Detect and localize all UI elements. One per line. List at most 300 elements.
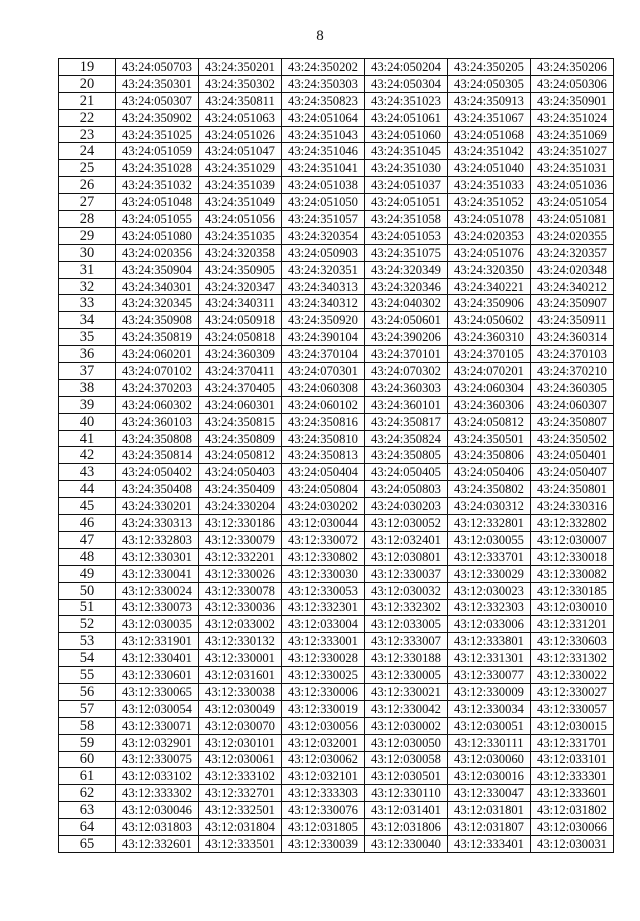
cadastral-number-cell: 43:24:350801 <box>531 481 614 498</box>
row-number-cell: 36 <box>59 346 116 363</box>
cadastral-number-cell: 43:24:051053 <box>365 227 448 244</box>
cadastral-number-cell: 43:24:340212 <box>531 278 614 295</box>
cadastral-number-cell: 43:12:330019 <box>282 700 365 717</box>
cadastral-number-cell: 43:24:060308 <box>282 379 365 396</box>
cadastral-number-cell: 43:12:031805 <box>282 819 365 836</box>
table-row <box>59 447 614 464</box>
cadastral-number-cell: 43:12:032101 <box>282 768 365 785</box>
table-row <box>59 59 614 76</box>
cadastral-number-cell: 43:12:030061 <box>199 751 282 768</box>
table-row <box>59 211 614 228</box>
cadastral-number-cell: 43:24:351043 <box>282 126 365 143</box>
cadastral-number-cell: 43:12:030052 <box>365 515 448 532</box>
cadastral-number-cell: 43:24:350408 <box>116 481 199 498</box>
cadastral-number-cell: 43:12:030049 <box>199 700 282 717</box>
cadastral-number-cell: 43:24:350202 <box>282 59 365 76</box>
cadastral-number-cell: 43:12:330075 <box>116 751 199 768</box>
cadastral-number-cell: 43:24:030312 <box>448 498 531 515</box>
table-row <box>59 177 614 194</box>
table-row <box>59 548 614 565</box>
row-number-cell: 34 <box>59 312 116 329</box>
cadastral-number-cell: 43:24:050306 <box>531 75 614 92</box>
cadastral-number-cell: 43:12:330802 <box>282 548 365 565</box>
row-number-cell: 39 <box>59 396 116 413</box>
cadastral-number-cell: 43:24:060201 <box>116 346 199 363</box>
cadastral-number-cell: 43:24:370104 <box>282 346 365 363</box>
cadastral-number-cell: 43:12:033101 <box>531 751 614 768</box>
row-number-cell: 31 <box>59 261 116 278</box>
row-number-cell: 25 <box>59 160 116 177</box>
table-row <box>59 683 614 700</box>
cadastral-number-cell: 43:24:070302 <box>365 363 448 380</box>
cadastral-number-cell: 43:24:350902 <box>116 109 199 126</box>
cadastral-number-cell: 43:24:350809 <box>199 430 282 447</box>
cadastral-number-cell: 43:24:051040 <box>448 160 531 177</box>
cadastral-number-cell: 43:24:350817 <box>365 413 448 430</box>
table-row <box>59 396 614 413</box>
table-row <box>59 363 614 380</box>
cadastral-number-cell: 43:24:340311 <box>199 295 282 312</box>
cadastral-number-cell: 43:12:030066 <box>531 819 614 836</box>
table-row <box>59 785 614 802</box>
cadastral-number-cell: 43:12:330034 <box>448 700 531 717</box>
cadastral-number-cell: 43:12:030101 <box>199 734 282 751</box>
cadastral-number-cell: 43:24:390104 <box>282 329 365 346</box>
cadastral-number-cell: 43:24:351035 <box>199 227 282 244</box>
cadastral-number-cell: 43:24:050403 <box>199 464 282 481</box>
cadastral-number-cell: 43:24:351039 <box>199 177 282 194</box>
table-row <box>59 430 614 447</box>
cadastral-number-cell: 43:24:051068 <box>448 126 531 143</box>
row-number-cell: 43 <box>59 464 116 481</box>
row-number-cell: 27 <box>59 194 116 211</box>
cadastral-number-cell: 43:24:050703 <box>116 59 199 76</box>
cadastral-number-cell: 43:12:033005 <box>365 616 448 633</box>
cadastral-number-cell: 43:12:330022 <box>531 667 614 684</box>
cadastral-number-cell: 43:24:350811 <box>199 92 282 109</box>
cadastral-number-cell: 43:24:360101 <box>365 396 448 413</box>
cadastral-number-cell: 43:12:330073 <box>116 599 199 616</box>
table-row <box>59 751 614 768</box>
cadastral-number-cell: 43:24:030202 <box>282 498 365 515</box>
cadastral-number-cell: 43:24:060301 <box>199 396 282 413</box>
cadastral-number-cell: 43:12:333601 <box>531 785 614 802</box>
cadastral-number-cell: 43:24:350205 <box>448 59 531 76</box>
row-number-cell: 65 <box>59 835 116 852</box>
cadastral-number-cell: 43:24:370105 <box>448 346 531 363</box>
row-number-cell: 20 <box>59 75 116 92</box>
cadastral-number-cell: 43:12:332803 <box>116 531 199 548</box>
cadastral-number-cell: 43:24:051081 <box>531 211 614 228</box>
cadastral-number-cell: 43:24:351069 <box>531 126 614 143</box>
cadastral-number-cell: 43:12:033002 <box>199 616 282 633</box>
cadastral-number-cell: 43:24:051055 <box>116 211 199 228</box>
row-number-cell: 59 <box>59 734 116 751</box>
cadastral-number-cell: 43:12:333102 <box>199 768 282 785</box>
cadastral-numbers-table <box>58 58 614 853</box>
cadastral-number-cell: 43:24:350824 <box>365 430 448 447</box>
cadastral-number-cell: 43:24:350906 <box>448 295 531 312</box>
row-number-cell: 58 <box>59 717 116 734</box>
cadastral-number-cell: 43:24:370405 <box>199 379 282 396</box>
cadastral-number-cell: 43:12:030055 <box>448 531 531 548</box>
cadastral-number-cell: 43:24:051060 <box>365 126 448 143</box>
cadastral-number-cell: 43:24:351030 <box>365 160 448 177</box>
row-number-cell: 41 <box>59 430 116 447</box>
table-row <box>59 329 614 346</box>
cadastral-number-cell: 43:12:330038 <box>199 683 282 700</box>
cadastral-number-cell: 43:24:050404 <box>282 464 365 481</box>
cadastral-number-cell: 43:24:050405 <box>365 464 448 481</box>
cadastral-number-cell: 43:24:350905 <box>199 261 282 278</box>
cadastral-number-cell: 43:24:351033 <box>448 177 531 194</box>
cadastral-number-cell: 43:24:340301 <box>116 278 199 295</box>
table-row <box>59 160 614 177</box>
cadastral-number-cell: 43:24:351058 <box>365 211 448 228</box>
cadastral-number-cell: 43:12:333303 <box>282 785 365 802</box>
cadastral-number-cell: 43:24:350819 <box>116 329 199 346</box>
table-row <box>59 194 614 211</box>
cadastral-number-cell: 43:24:030203 <box>365 498 448 515</box>
row-number-cell: 22 <box>59 109 116 126</box>
table-row <box>59 346 614 363</box>
cadastral-number-cell: 43:24:051063 <box>199 109 282 126</box>
cadastral-number-cell: 43:24:350807 <box>531 413 614 430</box>
cadastral-number-cell: 43:12:330021 <box>365 683 448 700</box>
cadastral-number-cell: 43:12:330040 <box>365 835 448 852</box>
cadastral-number-cell: 43:12:330047 <box>448 785 531 802</box>
cadastral-number-cell: 43:24:350816 <box>282 413 365 430</box>
cadastral-number-cell: 43:12:330028 <box>282 650 365 667</box>
row-number-cell: 33 <box>59 295 116 312</box>
cadastral-number-cell: 43:24:320347 <box>199 278 282 295</box>
table-row <box>59 717 614 734</box>
cadastral-number-cell: 43:24:050204 <box>365 59 448 76</box>
cadastral-number-cell: 43:12:330077 <box>448 667 531 684</box>
cadastral-number-cell: 43:12:331201 <box>531 616 614 633</box>
row-number-cell: 40 <box>59 413 116 430</box>
cadastral-number-cell: 43:24:330316 <box>531 498 614 515</box>
cadastral-number-cell: 43:12:330006 <box>282 683 365 700</box>
cadastral-number-cell: 43:12:030016 <box>448 768 531 785</box>
cadastral-number-cell: 43:24:050305 <box>448 75 531 92</box>
row-number-cell: 55 <box>59 667 116 684</box>
row-number-cell: 63 <box>59 802 116 819</box>
cadastral-number-cell: 43:12:330601 <box>116 667 199 684</box>
cadastral-number-cell: 43:24:350501 <box>448 430 531 447</box>
cadastral-number-cell: 43:12:330005 <box>365 667 448 684</box>
cadastral-number-cell: 43:24:350908 <box>116 312 199 329</box>
cadastral-number-cell: 43:24:350823 <box>282 92 365 109</box>
cadastral-number-cell: 43:24:370411 <box>199 363 282 380</box>
cadastral-number-cell: 43:12:030035 <box>116 616 199 633</box>
cadastral-number-cell: 43:24:350913 <box>448 92 531 109</box>
cadastral-number-cell: 43:24:050804 <box>282 481 365 498</box>
cadastral-number-cell: 43:24:330201 <box>116 498 199 515</box>
cadastral-number-cell: 43:24:350201 <box>199 59 282 76</box>
row-number-cell: 35 <box>59 329 116 346</box>
row-number-cell: 38 <box>59 379 116 396</box>
row-number-cell: 56 <box>59 683 116 700</box>
cadastral-number-cell: 43:12:030002 <box>365 717 448 734</box>
cadastral-number-cell: 43:24:351045 <box>365 143 448 160</box>
cadastral-number-cell: 43:12:331302 <box>531 650 614 667</box>
cadastral-number-cell: 43:24:360314 <box>531 329 614 346</box>
cadastral-number-cell: 43:24:351041 <box>282 160 365 177</box>
table-row <box>59 616 614 633</box>
table-row <box>59 143 614 160</box>
table-row <box>59 295 614 312</box>
cadastral-number-cell: 43:12:330188 <box>365 650 448 667</box>
cadastral-number-cell: 43:24:350206 <box>531 59 614 76</box>
row-number-cell: 57 <box>59 700 116 717</box>
cadastral-number-cell: 43:12:030056 <box>282 717 365 734</box>
cadastral-number-cell: 43:12:030058 <box>365 751 448 768</box>
cadastral-number-cell: 43:24:051036 <box>531 177 614 194</box>
cadastral-number-cell: 43:24:320345 <box>116 295 199 312</box>
cadastral-number-cell: 43:24:050903 <box>282 244 365 261</box>
cadastral-number-cell: 43:12:330027 <box>531 683 614 700</box>
row-number-cell: 29 <box>59 227 116 244</box>
cadastral-number-cell: 43:24:350907 <box>531 295 614 312</box>
cadastral-number-cell: 43:12:330185 <box>531 582 614 599</box>
cadastral-number-cell: 43:12:332701 <box>199 785 282 802</box>
row-number-cell: 54 <box>59 650 116 667</box>
cadastral-number-cell: 43:12:331301 <box>448 650 531 667</box>
table-row <box>59 531 614 548</box>
cadastral-number-cell: 43:12:031806 <box>365 819 448 836</box>
cadastral-number-cell: 43:12:330041 <box>116 565 199 582</box>
cadastral-number-cell: 43:24:350901 <box>531 92 614 109</box>
cadastral-number-cell: 43:12:330025 <box>282 667 365 684</box>
table-row <box>59 75 614 92</box>
cadastral-number-cell: 43:12:330186 <box>199 515 282 532</box>
cadastral-number-cell: 43:24:051080 <box>116 227 199 244</box>
cadastral-number-cell: 43:12:330030 <box>282 565 365 582</box>
cadastral-number-cell: 43:24:320358 <box>199 244 282 261</box>
cadastral-number-cell: 43:12:032401 <box>365 531 448 548</box>
cadastral-number-cell: 43:24:060307 <box>531 396 614 413</box>
cadastral-number-cell: 43:12:331701 <box>531 734 614 751</box>
cadastral-number-cell: 43:24:051076 <box>448 244 531 261</box>
cadastral-number-cell: 43:12:031601 <box>199 667 282 684</box>
cadastral-number-cell: 43:12:333007 <box>365 633 448 650</box>
row-number-cell: 24 <box>59 143 116 160</box>
row-number-cell: 64 <box>59 819 116 836</box>
row-number-cell: 46 <box>59 515 116 532</box>
cadastral-number-cell: 43:24:050803 <box>365 481 448 498</box>
row-number-cell: 52 <box>59 616 116 633</box>
cadastral-number-cell: 43:24:051051 <box>365 194 448 211</box>
cadastral-number-cell: 43:24:351067 <box>448 109 531 126</box>
cadastral-number-cell: 43:12:032001 <box>282 734 365 751</box>
row-number-cell: 21 <box>59 92 116 109</box>
cadastral-number-cell: 43:12:031803 <box>116 819 199 836</box>
cadastral-number-cell: 43:24:051061 <box>365 109 448 126</box>
cadastral-number-cell: 43:12:331901 <box>116 633 199 650</box>
cadastral-number-cell: 43:24:360305 <box>531 379 614 396</box>
cadastral-number-cell: 43:24:351075 <box>365 244 448 261</box>
cadastral-number-cell: 43:12:030501 <box>365 768 448 785</box>
cadastral-number-cell: 43:12:032901 <box>116 734 199 751</box>
table-row <box>59 835 614 852</box>
cadastral-number-cell: 43:24:350810 <box>282 430 365 447</box>
table-row <box>59 126 614 143</box>
table-row <box>59 413 614 430</box>
cadastral-number-cell: 43:24:350802 <box>448 481 531 498</box>
cadastral-number-cell: 43:12:330029 <box>448 565 531 582</box>
cadastral-number-cell: 43:24:390206 <box>365 329 448 346</box>
cadastral-number-cell: 43:24:050307 <box>116 92 199 109</box>
cadastral-number-cell: 43:24:350806 <box>448 447 531 464</box>
cadastral-number-cell: 43:24:351057 <box>282 211 365 228</box>
cadastral-number-cell: 43:24:020355 <box>531 227 614 244</box>
cadastral-number-cell: 43:12:330072 <box>282 531 365 548</box>
cadastral-number-cell: 43:12:330110 <box>365 785 448 802</box>
cadastral-number-cell: 43:12:333302 <box>116 785 199 802</box>
cadastral-number-cell: 43:12:332302 <box>365 599 448 616</box>
cadastral-number-cell: 43:24:351032 <box>116 177 199 194</box>
table-row <box>59 498 614 515</box>
cadastral-number-cell: 43:24:320357 <box>531 244 614 261</box>
cadastral-number-cell: 43:24:330313 <box>116 515 199 532</box>
cadastral-number-cell: 43:12:330065 <box>116 683 199 700</box>
table-row <box>59 244 614 261</box>
cadastral-number-cell: 43:24:051037 <box>365 177 448 194</box>
cadastral-number-cell: 43:12:332303 <box>448 599 531 616</box>
cadastral-number-cell: 43:24:051050 <box>282 194 365 211</box>
cadastral-number-cell: 43:24:360309 <box>199 346 282 363</box>
cadastral-number-cell: 43:12:330071 <box>116 717 199 734</box>
cadastral-number-cell: 43:12:330082 <box>531 565 614 582</box>
cadastral-number-cell: 43:12:330057 <box>531 700 614 717</box>
cadastral-number-cell: 43:12:330037 <box>365 565 448 582</box>
cadastral-number-cell: 43:24:350814 <box>116 447 199 464</box>
cadastral-number-cell: 43:12:330024 <box>116 582 199 599</box>
row-number-cell: 19 <box>59 59 116 76</box>
cadastral-number-cell: 43:12:330301 <box>116 548 199 565</box>
cadastral-number-cell: 43:24:050602 <box>448 312 531 329</box>
row-number-cell: 51 <box>59 599 116 616</box>
cadastral-number-cell: 43:24:050918 <box>199 312 282 329</box>
cadastral-number-cell: 43:12:031801 <box>448 802 531 819</box>
table-row <box>59 599 614 616</box>
cadastral-number-cell: 43:24:351049 <box>199 194 282 211</box>
row-number-cell: 47 <box>59 531 116 548</box>
cadastral-number-cell: 43:24:340221 <box>448 278 531 295</box>
row-number-cell: 44 <box>59 481 116 498</box>
cadastral-number-cell: 43:12:333701 <box>448 548 531 565</box>
table-body <box>59 59 614 853</box>
cadastral-number-cell: 43:12:031804 <box>199 819 282 836</box>
cadastral-number-cell: 43:24:051026 <box>199 126 282 143</box>
cadastral-number-cell: 43:24:360310 <box>448 329 531 346</box>
cadastral-number-cell: 43:24:351028 <box>116 160 199 177</box>
table-row <box>59 819 614 836</box>
cadastral-number-cell: 43:12:330401 <box>116 650 199 667</box>
table-row <box>59 379 614 396</box>
cadastral-number-cell: 43:12:031802 <box>531 802 614 819</box>
cadastral-number-cell: 43:24:051038 <box>282 177 365 194</box>
row-number-cell: 49 <box>59 565 116 582</box>
cadastral-number-cell: 43:24:070102 <box>116 363 199 380</box>
cadastral-number-cell: 43:24:020348 <box>531 261 614 278</box>
cadastral-number-cell: 43:24:350808 <box>116 430 199 447</box>
cadastral-number-cell: 43:24:351046 <box>282 143 365 160</box>
table-row <box>59 802 614 819</box>
cadastral-number-cell: 43:24:050812 <box>448 413 531 430</box>
cadastral-number-cell: 43:12:030044 <box>282 515 365 532</box>
cadastral-number-cell: 43:12:030051 <box>448 717 531 734</box>
row-number-cell: 60 <box>59 751 116 768</box>
cadastral-number-cell: 43:12:330001 <box>199 650 282 667</box>
cadastral-number-cell: 43:24:350813 <box>282 447 365 464</box>
cadastral-number-cell: 43:24:051048 <box>116 194 199 211</box>
table-row <box>59 565 614 582</box>
table-row <box>59 633 614 650</box>
cadastral-number-cell: 43:12:332802 <box>531 515 614 532</box>
row-number-cell: 37 <box>59 363 116 380</box>
table-row <box>59 278 614 295</box>
cadastral-number-cell: 43:12:330076 <box>282 802 365 819</box>
cadastral-number-cell: 43:12:030010 <box>531 599 614 616</box>
cadastral-number-cell: 43:24:360306 <box>448 396 531 413</box>
cadastral-number-cell: 43:24:350815 <box>199 413 282 430</box>
cadastral-number-cell: 43:24:050812 <box>199 447 282 464</box>
row-number-cell: 50 <box>59 582 116 599</box>
cadastral-number-cell: 43:24:370101 <box>365 346 448 363</box>
cadastral-number-cell: 43:12:033102 <box>116 768 199 785</box>
cadastral-number-cell: 43:24:351023 <box>365 92 448 109</box>
cadastral-number-cell: 43:24:050407 <box>531 464 614 481</box>
cadastral-number-cell: 43:12:033006 <box>448 616 531 633</box>
cadastral-number-cell: 43:24:351031 <box>531 160 614 177</box>
cadastral-number-cell: 43:24:051078 <box>448 211 531 228</box>
cadastral-number-cell: 43:24:040302 <box>365 295 448 312</box>
cadastral-number-cell: 43:24:360303 <box>365 379 448 396</box>
cadastral-number-cell: 43:24:050401 <box>531 447 614 464</box>
cadastral-number-cell: 43:24:060102 <box>282 396 365 413</box>
cadastral-number-cell: 43:12:330036 <box>199 599 282 616</box>
cadastral-number-cell: 43:12:330009 <box>448 683 531 700</box>
cadastral-number-cell: 43:24:060302 <box>116 396 199 413</box>
cadastral-number-cell: 43:12:333801 <box>448 633 531 650</box>
cadastral-number-cell: 43:12:030023 <box>448 582 531 599</box>
cadastral-number-cell: 43:24:340313 <box>282 278 365 295</box>
row-number-cell: 61 <box>59 768 116 785</box>
row-number-cell: 32 <box>59 278 116 295</box>
cadastral-number-cell: 43:12:030060 <box>448 751 531 768</box>
cadastral-number-cell: 43:12:333401 <box>448 835 531 852</box>
row-number-cell: 23 <box>59 126 116 143</box>
cadastral-number-cell: 43:12:332301 <box>282 599 365 616</box>
cadastral-number-cell: 43:24:050304 <box>365 75 448 92</box>
cadastral-number-cell: 43:24:070301 <box>282 363 365 380</box>
cadastral-number-cell: 43:12:330018 <box>531 548 614 565</box>
cadastral-number-cell: 43:24:070201 <box>448 363 531 380</box>
cadastral-number-cell: 43:12:330026 <box>199 565 282 582</box>
cadastral-number-cell: 43:24:020356 <box>116 244 199 261</box>
cadastral-number-cell: 43:24:350920 <box>282 312 365 329</box>
cadastral-number-cell: 43:24:050402 <box>116 464 199 481</box>
cadastral-number-cell: 43:12:030032 <box>365 582 448 599</box>
table-row <box>59 464 614 481</box>
cadastral-number-cell: 43:12:330132 <box>199 633 282 650</box>
table-row <box>59 312 614 329</box>
cadastral-number-cell: 43:24:320350 <box>448 261 531 278</box>
cadastral-number-cell: 43:12:030031 <box>531 835 614 852</box>
cadastral-number-cell: 43:24:050601 <box>365 312 448 329</box>
